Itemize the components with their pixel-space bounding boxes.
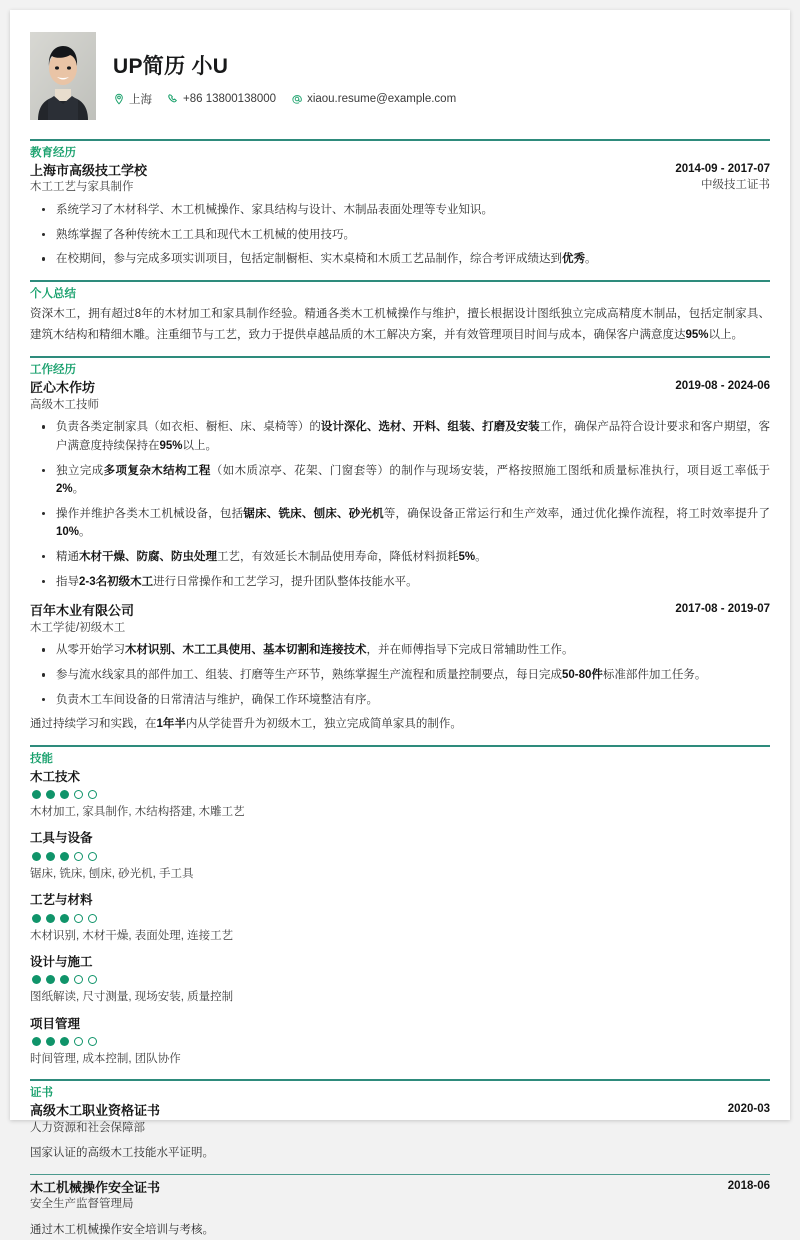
rating-dot-filled (46, 852, 55, 861)
education-credential: 中级技工证书 (701, 179, 770, 192)
section-divider-work (30, 356, 770, 358)
rating-dot-filled (60, 975, 69, 984)
certificate-entry (30, 1179, 770, 1240)
contact-email-text: xiaou.resume@example.com (307, 92, 457, 105)
rating-dot-filled (46, 790, 55, 799)
phone-icon (167, 93, 179, 105)
section-title-certificates: 证书 (30, 1087, 53, 1100)
work-entry (30, 379, 770, 591)
certificate-issuer: 人力资源和社会保障部 (30, 1121, 145, 1134)
list-item: 负责各类定制家具（如衣柜、橱柜、床、桌椅等）的设计深化、选材、开料、组装、打磨及安装工作，确保产品符合设计要求和客户期望，客户满意度持续保持在95%以上。 (30, 418, 770, 455)
education-school: 上海市高级技工学校 (30, 162, 148, 178)
skill-name: 工艺与材料 (30, 893, 93, 908)
certificate-name: 木工机械操作安全证书 (30, 1179, 161, 1195)
rating-dot-empty (74, 1037, 83, 1046)
section-title-summary: 个人总结 (30, 287, 76, 300)
certificate-date: 2020-03 (727, 1103, 770, 1116)
rating-dot-filled (32, 852, 41, 861)
work-closing-note: 通过持续学习和实践，在1年半内从学徒晋升为初级木工，独立完成简单家具的制作。 (30, 718, 462, 731)
rating-dot-filled (46, 1037, 55, 1046)
list-item: 指导2-3名初级木工进行日常操作和工艺学习，提升团队整体技能水平。 (30, 573, 770, 592)
contact-list (113, 91, 465, 107)
rating-dot-empty (74, 975, 83, 984)
education-bullets (30, 201, 770, 269)
rating-dot-empty (88, 1037, 97, 1046)
rating-dot-filled (46, 914, 55, 923)
work-bullets (30, 418, 770, 591)
skill-keywords: 木材识别, 木材干燥, 表面处理, 连接工艺 (30, 929, 234, 942)
skills-list (30, 769, 770, 1069)
work-company: 匠心木作坊 (30, 380, 96, 396)
skill-keywords: 木材加工, 家具制作, 木结构搭建, 木雕工艺 (30, 806, 245, 819)
rating-dot-filled (60, 852, 69, 861)
work-role: 高级木工技师 (30, 398, 99, 411)
skill-rating (32, 1037, 770, 1046)
contact-phone-text: +86 13800138000 (183, 92, 277, 105)
location-pin-icon (113, 93, 125, 105)
work-company: 百年木业有限公司 (30, 603, 135, 619)
skill-rating (32, 790, 770, 799)
work-entry (30, 602, 770, 734)
rating-dot-empty (88, 852, 97, 861)
list-item: 操作并维护各类木工机械设备，包括锯床、铣床、刨床、砂光机等，确保设备正常运行和生产效率，通过优化操作流程，将工时效率提升了10%。 (30, 505, 770, 542)
resume-page (10, 10, 790, 1237)
skill-keywords: 图纸解读, 尺寸测量, 现场安装, 质量控制 (30, 991, 234, 1004)
skill-name: 设计与施工 (30, 954, 93, 969)
skill-keywords: 锯床, 铣床, 刨床, 砂光机, 手工具 (30, 867, 194, 880)
skill-item (30, 830, 770, 883)
resume-header (30, 32, 770, 128)
email-at-icon (291, 93, 303, 105)
work-date: 2019-08 - 2024-06 (675, 380, 770, 393)
certificate-name: 高级木工职业资格证书 (30, 1103, 161, 1119)
list-item: 独立完成多项复杂木结构工程（如木质凉亭、花架、门窗套等）的制作与现场安装，严格按照施工图纸和质量标准执行，项目返工率低于2%。 (30, 462, 770, 499)
section-divider-education (30, 139, 770, 141)
certificate-issuer: 安全生产监督管理局 (30, 1198, 134, 1211)
contact-phone (167, 93, 276, 105)
section-divider-certificates (30, 1079, 770, 1081)
list-item: 精通木材干燥、防腐、防虫处理工艺，有效延长木制品使用寿命，降低材料损耗5%。 (30, 548, 770, 567)
work-role: 木工学徒/初级木工 (30, 621, 126, 634)
avatar (30, 32, 96, 120)
rating-dot-empty (88, 914, 97, 923)
list-item: 从零开始学习木材识别、木工工具使用、基本切割和连接技术，并在师傅指导下完成日常辅助性工作。 (30, 641, 770, 660)
list-item: 负责木工车间设备的日常清洁与维护，确保工作环境整洁有序。 (30, 691, 770, 710)
contact-location (113, 91, 152, 107)
skill-keywords: 时间管理, 成本控制, 团队协作 (30, 1053, 181, 1066)
section-title-education: 教育经历 (30, 147, 76, 159)
skill-name: 项目管理 (30, 1016, 81, 1031)
certificate-description: 国家认证的高级木工技能水平证明。 (30, 1147, 214, 1160)
skill-rating (32, 914, 770, 923)
skill-item (30, 1016, 770, 1069)
rating-dot-filled (46, 975, 55, 984)
certificate-separator (30, 1174, 770, 1175)
skill-name: 工具与设备 (30, 831, 93, 846)
rating-dot-filled (60, 1037, 69, 1046)
work-bullets (30, 641, 770, 734)
rating-dot-filled (32, 790, 41, 799)
certificate-description: 通过木工机械操作安全培训与考核。 (30, 1224, 214, 1237)
rating-dot-empty (74, 914, 83, 923)
rating-dot-empty (88, 975, 97, 984)
list-item: 熟练掌握了各种传统木工工具和现代木工机械的使用技巧。 (30, 226, 770, 245)
skill-item (30, 954, 770, 1007)
education-entry (30, 162, 770, 269)
rating-dot-filled (60, 914, 69, 923)
education-date: 2014-09 - 2017-07 (675, 162, 770, 175)
skill-name: 木工技术 (30, 769, 81, 784)
list-item: 参与流水线家具的部件加工、组装、打磨等生产环节，熟练掌握生产流程和质量控制要点，每日完成50-80件标准部件加工任务。 (30, 666, 770, 685)
list-item: 在校期间，参与完成多项实训项目，包括定制橱柜、实木桌椅和木质工艺品制作，综合考评成绩达到优秀。 (30, 250, 770, 269)
rating-dot-empty (74, 790, 83, 799)
skill-item (30, 769, 770, 822)
skill-rating (32, 975, 770, 984)
rating-dot-empty (74, 852, 83, 861)
certificate-date: 2018-06 (727, 1179, 770, 1192)
list-item: 系统学习了木材科学、木工机械操作、家具结构与设计、木制品表面处理等专业知识。 (30, 201, 770, 220)
skill-item (30, 892, 770, 945)
summary-text: 资深木工，拥有超过8年的木材加工和家具制作经验。精通各类木工机械操作与维护，擅长根据设计图纸独立完成高精度木制品，包括定制家具、建筑木结构和精细木雕。注重细节与工艺，致力于提供卓越品质的木工解决方案，并有效管理项目时间与成本，确保客户满意度达95%以上。 (30, 308, 770, 341)
section-title-work: 工作经历 (30, 364, 76, 377)
certificate-entry (30, 1102, 770, 1163)
section-title-skills: 技能 (30, 752, 53, 765)
skill-rating (32, 852, 770, 861)
candidate-name: UP简历 小U (113, 54, 229, 78)
education-major: 木工工艺与家具制作 (30, 181, 134, 194)
section-divider-summary (30, 280, 770, 282)
rating-dot-filled (32, 975, 41, 984)
contact-email (291, 93, 456, 105)
rating-dot-filled (32, 1037, 41, 1046)
section-divider-skills (30, 745, 770, 747)
rating-dot-filled (60, 790, 69, 799)
rating-dot-empty (88, 790, 97, 799)
rating-dot-filled (32, 914, 41, 923)
contact-location-text: 上海 (129, 93, 152, 106)
work-date: 2017-08 - 2019-07 (675, 603, 770, 616)
